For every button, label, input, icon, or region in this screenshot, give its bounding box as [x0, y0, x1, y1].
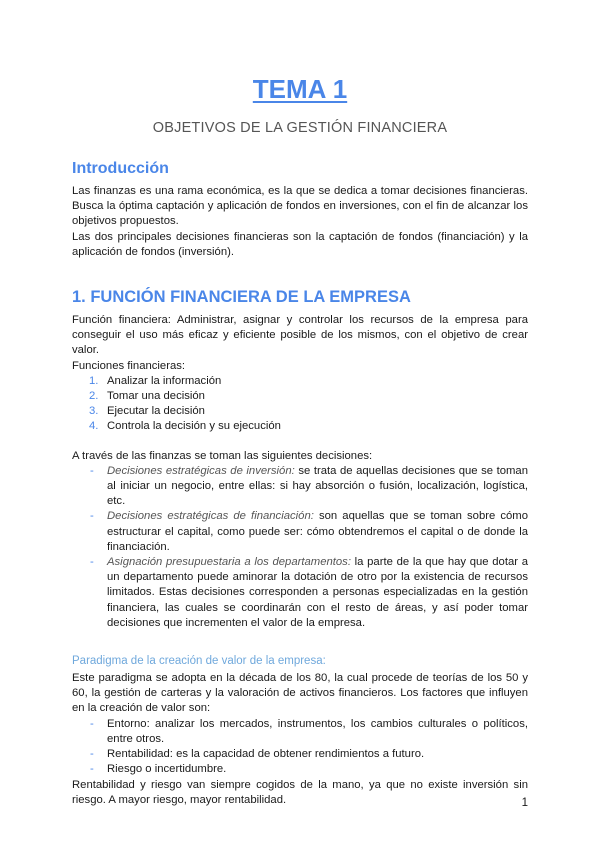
page-subtitle: OBJETIVOS DE LA GESTIÓN FINANCIERA	[152, 120, 448, 136]
dash-marker: -	[90, 763, 94, 776]
list-item	[72, 464, 528, 510]
list-item	[72, 762, 528, 777]
decision-term: Asignación presupuestaria a los departamentos:	[107, 556, 351, 569]
intro-paragraph-1: Las finanzas es una rama económica, es la que se dedica a tomar decisiones financieras. Busca la óptima captación y aplicación de fondos en inversiones, con el fin de alcanzar los objetivos propuestos.	[72, 185, 528, 228]
list-item	[72, 747, 528, 762]
section-1-paragraph-1: Función financiera: Administrar, asignar y controlar los recursos de la empresa para conseguir el uso más eficaz y eficiente posible de los mismos, con el objetivo de crear valor.	[72, 314, 528, 357]
decision-term: Decisiones estratégicas de inversión:	[107, 464, 295, 477]
dash-marker: -	[90, 748, 94, 761]
intro-heading: Introducción	[72, 160, 169, 177]
list-item	[72, 419, 528, 434]
list-number: 4.	[89, 420, 99, 433]
list-item	[72, 404, 528, 419]
list-item	[72, 509, 528, 555]
intro-paragraph-2: Las dos principales decisiones financieras son la captación de fondos (financiación) y la aplicación de fondos (inversión).	[72, 230, 528, 258]
dash-marker: -	[90, 464, 94, 477]
page-title: TEMA 1	[252, 74, 348, 104]
section-1-heading: 1. FUNCIÓN FINANCIERA DE LA EMPRESA	[72, 288, 411, 307]
decisions-list	[72, 464, 528, 631]
list-item	[72, 555, 528, 631]
list-number: 1.	[89, 374, 99, 387]
list-item-text: Analizar la información	[107, 374, 222, 387]
decision-text: son aquellas que se toman sobre cómo estructurar el capital, como puede ser: cómo obtendremos el capital o de donde la financiación.	[107, 510, 529, 553]
paradigm-paragraph-2: Rentabilidad y riesgo van siempre cogidos de la mano, ya que no existe inversión sin riesgo. A mayor riesgo, mayor rentabilidad.	[72, 778, 528, 806]
factors-list	[72, 717, 528, 778]
factor-text: Rentabilidad: es la capacidad de obtener rendimientos a futuro.	[107, 748, 425, 761]
list-item	[72, 389, 528, 404]
page-number: 1	[521, 797, 528, 809]
list-number: 2.	[89, 390, 99, 403]
dash-marker: -	[90, 717, 94, 730]
decision-text: la parte de la que hay que dotar a un departamento puede aminorar la dotación de otro por la existencia de recursos limitados. Estas decisiones corresponden a personas especializadas en la gestión financiera, las cuales se coordinarán con el resto de áreas, y así poder tomar decisiones que incrementen el valor de la empresa.	[107, 556, 528, 629]
paradigm-paragraph-1: Este paradigma se adopta en la década de los 80, la cual procede de teorías de los 50 y 60, la gestión de carteras y la valoración de activos financieros. Los factores que influyen en la creación de valor son:	[72, 672, 528, 715]
functions-list	[72, 374, 528, 435]
dash-marker: -	[90, 510, 94, 523]
factor-text: Riesgo o incertidumbre.	[107, 763, 227, 776]
list-item-text: Tomar una decisión	[107, 390, 205, 403]
paradigm-heading: Paradigma de la creación de valor de la empresa:	[72, 655, 326, 668]
list-number: 3.	[89, 405, 99, 418]
section-1-paragraph-2: Funciones financieras:	[72, 359, 186, 372]
decision-term: Decisiones estratégicas de financiación:	[107, 510, 314, 523]
list-item-text: Controla la decisión y su ejecución	[107, 420, 281, 433]
dash-marker: -	[90, 556, 94, 569]
section-1-paragraph-3: A través de las finanzas se toman las siguientes decisiones:	[72, 449, 373, 462]
decision-text: se trata de aquellas decisiones que se toman al iniciar un negocio, entre ellas: si hay absorción o fusión, localización, logística, etc.	[107, 464, 528, 508]
factor-text: Entorno: analizar los mercados, instrumentos, los cambios culturales o políticos, entre otros.	[107, 717, 528, 745]
list-item	[72, 717, 528, 747]
list-item	[72, 374, 528, 389]
list-item-text: Ejecutar la decisión	[107, 405, 205, 418]
